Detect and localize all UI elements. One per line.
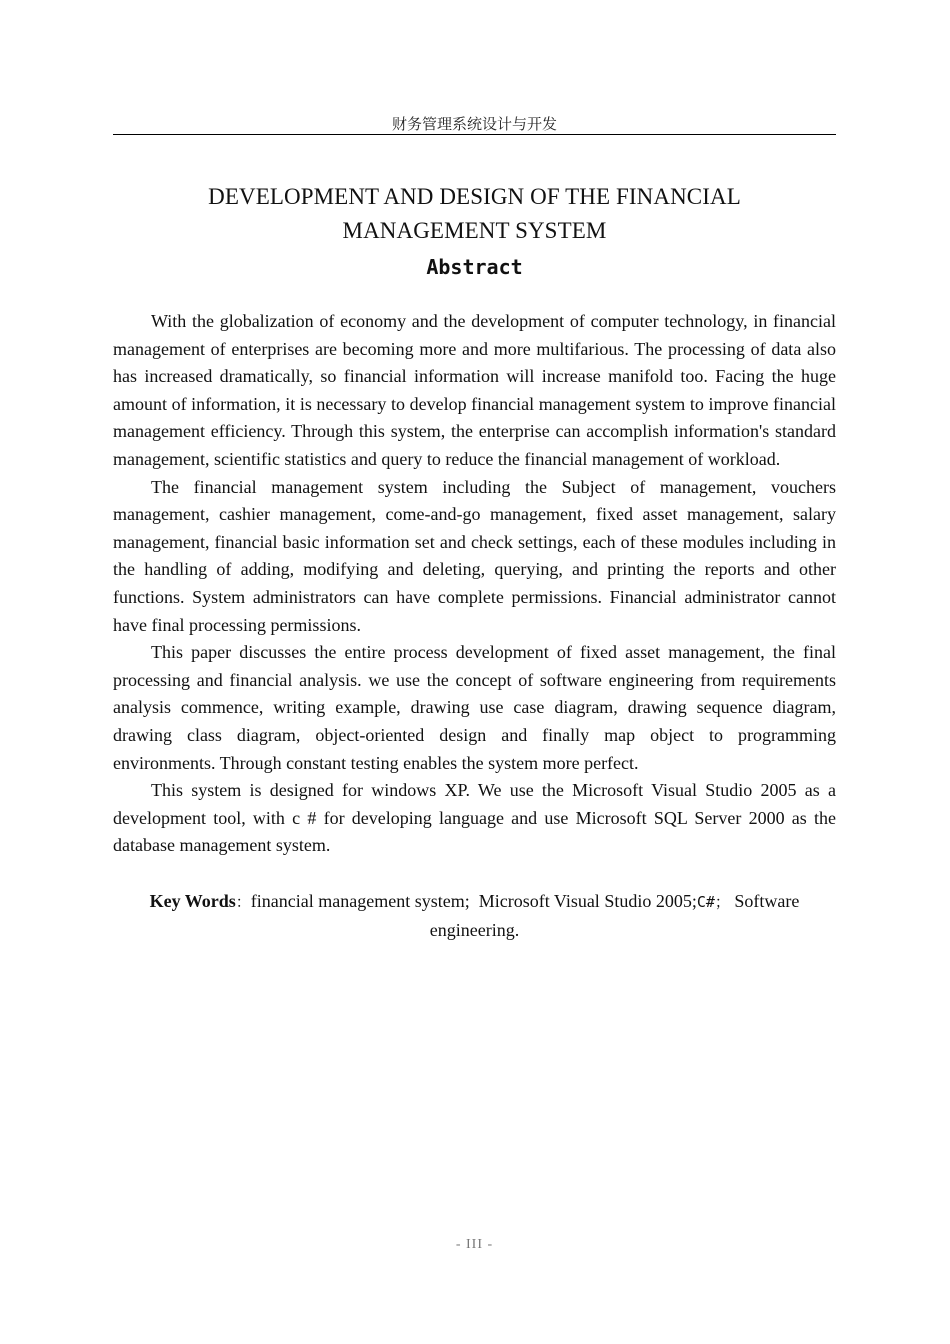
paragraph-1: With the globalization of economy and the development of computer technology, in financial management of enterprises are becoming more and more multifarious. The processing of data also has increased dramatically, so financial information will increase manifold too. Facing the huge amount of information, it is necessary to develop financial management system to improve financial management efficiency. Through this system, the enterprise can accomplish information's standard management, scientific statistics and query to reduce the financial management of workload.	[113, 311, 836, 469]
paragraph-3: This paper discusses the entire process development of fixed asset management, the final processing and financial analysis. we use the concept of software engineering from requirements analysis commence, writing example, drawing use case diagram, drawing sequence diagram, drawing class diagram, object-oriented design and finally map object to programming environments. Through constant testing enables the system more perfect.	[113, 642, 836, 773]
keywords-line-2	[113, 916, 836, 944]
keywords-line-1	[113, 887, 836, 916]
header-rule	[113, 134, 836, 135]
title-line-2: MANAGEMENT SYSTEM	[342, 218, 607, 243]
keyword-3: C#	[696, 893, 715, 911]
page-number: - III -	[455, 1237, 494, 1252]
keyword-3-separator: ；	[714, 893, 730, 911]
paragraph-4: This system is designed for windows XP. We use the Microsoft Visual Studio 2005 as a development tool, with c # for developing language and use Microsoft SQL Server 2000 as the database management system.	[113, 780, 836, 856]
keyword-4-part-1: Software	[734, 891, 800, 911]
keyword-4-part-2: engineering.	[429, 920, 520, 940]
keywords-label-separator: ：	[235, 893, 251, 911]
keyword-1: financial management system;	[250, 891, 470, 911]
keyword-2: Microsoft Visual Studio 2005;	[478, 891, 697, 911]
title-block	[113, 180, 836, 282]
title-line-1: DEVELOPMENT AND DESIGN OF THE FINANCIAL	[208, 184, 741, 209]
abstract-body	[113, 308, 836, 860]
paragraph-2: The financial management system including the Subject of management, vouchers management, cashier management, come-and-go management, fixed asset management, salary management, financial basic information set and check settings, each of these modules including in the handling of adding, modifying and deleting, querying, and printing the reports and other functions. System administrators can have complete permissions. Financial administrator cannot have final processing permissions.	[113, 476, 836, 635]
keywords-label: Key Words	[149, 891, 236, 911]
abstract-heading: Abstract	[426, 255, 523, 279]
running-header: 财务管理系统设计与开发	[391, 115, 557, 133]
keywords	[113, 887, 836, 944]
